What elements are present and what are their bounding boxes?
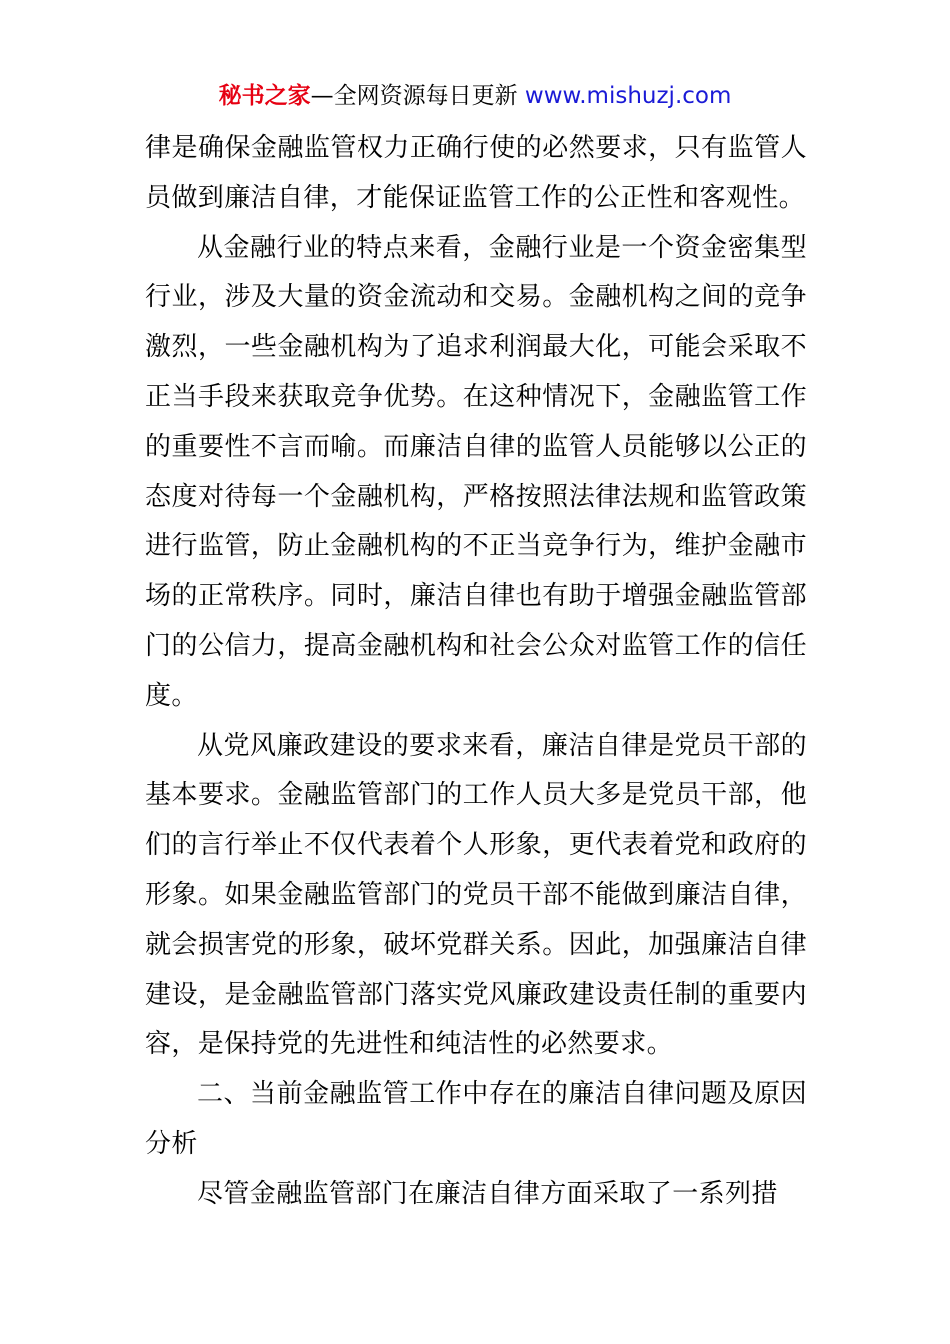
paragraph-section-intro: 尽管金融监管部门在廉洁自律方面采取了一系列措 xyxy=(197,1178,778,1209)
section-heading: 二、当前金融监管工作中存在的廉洁自律问题及原因分析 xyxy=(145,1079,807,1159)
paragraph-industry-characteristics: 从金融行业的特点来看，金融行业是一个资金密集型行业，涉及大量的资金流动和交易。金融机构之间的竞争激烈，一些金融机构为了追求利润最大化，可能会采取不正当手段来获取竞争优势。在这种情况下，金融监管工作的重要性不言而喻。而廉洁自律的监管人员能够以公正的态度对待每一个金融机构，严格按照法律法规和监管政策进行监管，防止金融机构的不正当竞争行为，维护金融市场的正常秩序。同时，廉洁自律也有助于增强金融监管部门的公信力，提高金融机构和社会公众对监管工作的信任度。 xyxy=(145,232,807,711)
header-tagline: —全网资源每日更新 xyxy=(310,83,525,109)
site-url[interactable]: www.mishuzj.com xyxy=(524,83,732,109)
brand-name: 秘书之家 xyxy=(218,83,311,109)
site-header xyxy=(0,78,950,114)
paragraph-party-conduct: 从党风廉政建设的要求来看，廉洁自律是党员干部的基本要求。金融监管部门的工作人员大多是党员干部，他们的言行举止不仅代表着个人形象，更代表着党和政府的形象。如果金融监管部门的党员干部不能做到廉洁自律，就会损害党的形象，破坏党群关系。因此，加强廉洁自律建设，是金融监管部门落实党风廉政建设责任制的重要内容，是保持党的先进性和纯洁性的必然要求。 xyxy=(145,730,807,1060)
document-body xyxy=(145,124,807,1220)
paragraph-continuation: 律是确保金融监管权力正确行使的必然要求，只有监管人员做到廉洁自律，才能保证监管工作的公正性和客观性。 xyxy=(145,133,807,213)
